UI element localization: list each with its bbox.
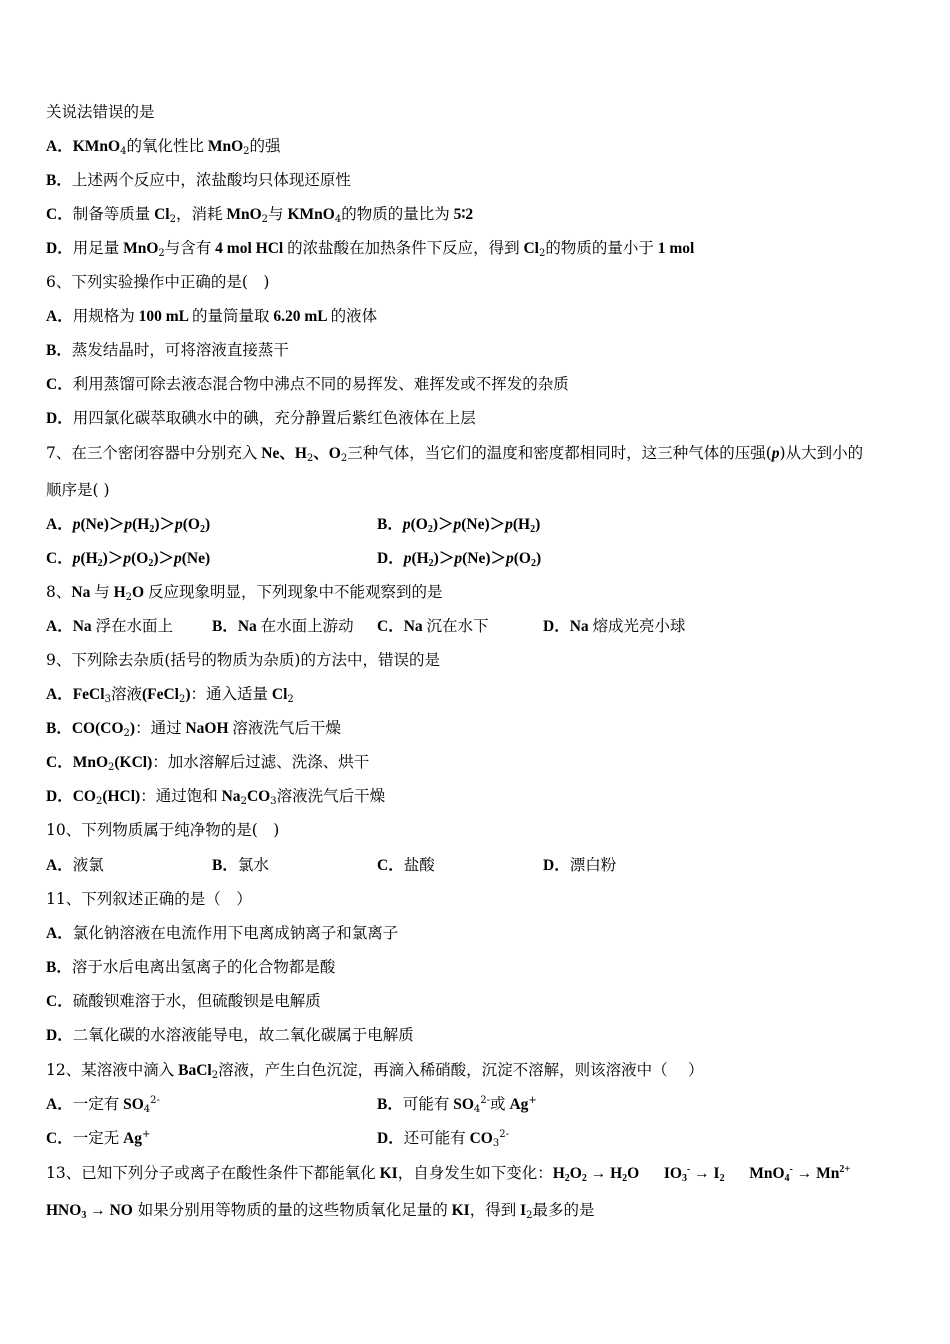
q6-option-b: B．蒸发结晶时，可将溶液直接蒸干	[46, 341, 289, 359]
q6-stem: 6、下列实验操作中正确的是( )	[46, 273, 270, 291]
q6-option-c: C．利用蒸馏可除去液态混合物中沸点不同的易挥发、难挥发或不挥发的杂质	[46, 375, 569, 393]
q7-option-a: A．$p(Ne)>p(H_2)>p(O_2)$	[46, 516, 211, 535]
q7-option-b: B．$p(O_2)>p(Ne)>p(H_2)$	[377, 516, 541, 535]
q12-option-d: D．还可能有 $CO_3^{2-}$	[377, 1129, 509, 1149]
q11-option-d: D．二氧化碳的水溶液能导电，故二氧化碳属于电解质	[46, 1026, 414, 1044]
q12-stem: 12、某溶液中滴入 BaCl$_2$溶液，产生白色沉淀，再滴入稀硝酸，沉淀不溶解，则该溶液中（ ）	[46, 1061, 704, 1081]
q8-option-c: C．Na 沉在水下	[377, 617, 489, 635]
q8-option-b: B．Na 在水面上游动	[212, 617, 354, 635]
q12-option-a: A．一定有 $SO_4^{2-}$	[46, 1095, 160, 1115]
q10-stem: 10、下列物质属于纯净物的是( )	[46, 821, 280, 839]
q5-option-a: A．KMnO$_4$的氧化性比 MnO$_2$的强	[46, 137, 281, 157]
q5-option-d: D．用足量 MnO$_2$与含有 4 mol HCl 的浓盐酸在加热条件下反应，得到 $Cl_2$的物质的量小于 1 mol	[46, 239, 695, 259]
q6-option-a: A．用规格为 100 mL 的量筒量取 6.20 mL 的液体	[46, 307, 378, 325]
q9-option-c: C．MnO$_2$(KCl)：加水溶解后过滤、洗涤、烘干	[46, 753, 370, 773]
q11-option-c: C．硫酸钡难溶于水，但硫酸钡是电解质	[46, 992, 321, 1010]
q5-option-b: B．上述两个反应中，浓盐酸均只体现还原性	[46, 171, 351, 189]
q7-option-d: D．$p(H_2)>p(Ne)>p(O_2)$	[377, 550, 542, 569]
q8-stem: 8、Na 与 $H_2O$ 反应现象明显，下列现象中不能观察到的是	[46, 583, 443, 603]
q10-option-a: A．液氯	[46, 856, 104, 874]
q11-stem: 11、下列叙述正确的是（ ）	[46, 890, 252, 908]
q8-option-a: A．Na 浮在水面上	[46, 617, 174, 635]
q8-option-d: D．Na 熔成光亮小球	[543, 617, 686, 635]
q9-option-a: A．FeCl$_3$溶液(FeCl$_2$)：通入适量 $Cl_2$	[46, 685, 294, 705]
q12-option-c: C．一定无 Ag+	[46, 1129, 151, 1147]
q13-stem: 13、已知下列分子或离子在酸性条件下都能氧化 KI，自身发生如下变化：$H_2O_2 \to H_2O$ $IO_3^- \to I_2$ $MnO_4^- \to Mn^{2+}$	[46, 1164, 851, 1184]
q13-stem-cont: $HNO_3$ → NO 如果分别用等物质的量的这些物质氧化足量的 KI，得到 $I_2$最多的是	[46, 1201, 595, 1221]
q10-option-b: B．氯水	[212, 856, 269, 874]
q9-stem: 9、下列除去杂质(括号的物质为杂质)的方法中，错误的是	[46, 651, 440, 669]
q10-option-d: D．漂白粉	[543, 856, 617, 874]
q5-option-c: C．制备等质量 $Cl_2$，消耗 MnO$_2$与 KMnO$_4$的物质的量比为 5∶2	[46, 205, 474, 225]
q9-option-b: B．$CO(CO_2)$：通过 NaOH 溶液洗气后干燥	[46, 719, 341, 739]
q7-stem: 7、在三个密闭容器中分别充入 Ne、$H_2$、$O_2$三种气体，当它们的温度和密度都相同时，这三种气体的压强(p)从大到小的	[46, 444, 864, 464]
q11-option-b: B．溶于水后电离出氢离子的化合物都是酸	[46, 958, 336, 976]
q11-option-a: A．氯化钠溶液在电流作用下电离成钠离子和氯离子	[46, 924, 399, 942]
q12-option-b: B．可能有 $SO_4^{2-}$或 Ag+	[377, 1095, 537, 1115]
q7-option-c: C．$p(H_2)>p(O_2)>p(Ne)$	[46, 550, 211, 569]
q10-option-c: C．盐酸	[377, 856, 435, 874]
q5-stem-tail: 关说法错误的是	[46, 103, 155, 121]
q7-stem-cont: 顺序是( )	[46, 481, 110, 499]
q9-option-d: D．$CO_2(HCl)$：通过饱和 $Na_2CO_3$溶液洗气后干燥	[46, 787, 386, 807]
q6-option-d: D．用四氯化碳萃取碘水中的碘，充分静置后紫红色液体在上层	[46, 409, 476, 427]
